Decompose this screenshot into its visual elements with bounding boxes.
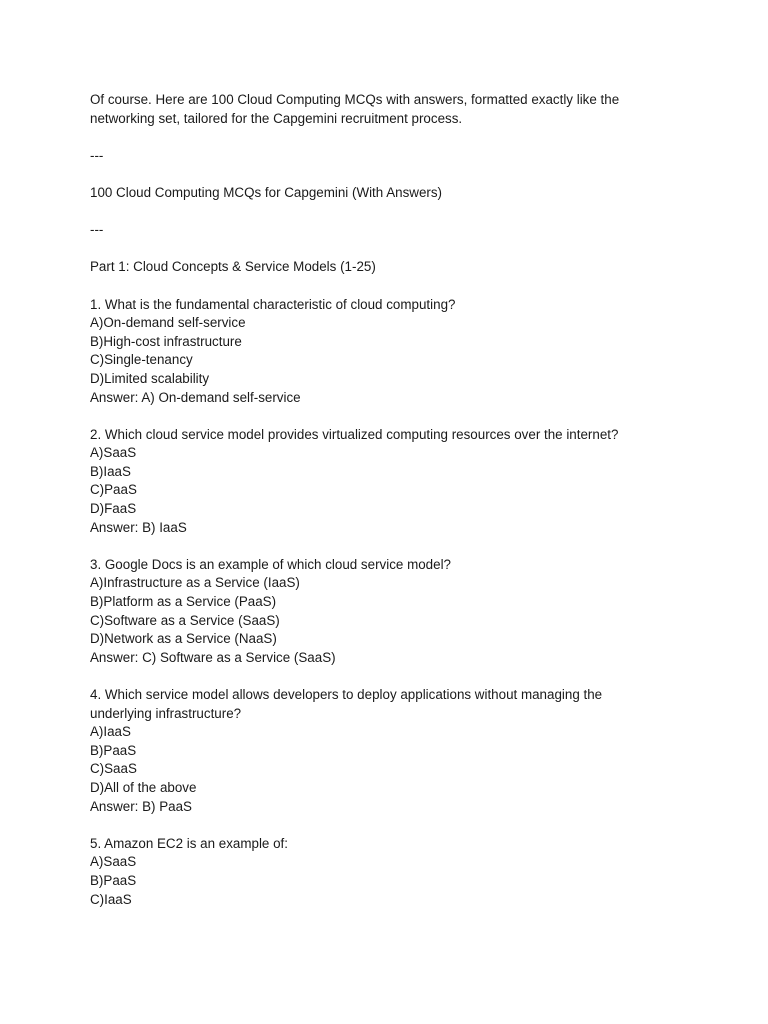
option-b: B)Platform as a Service (PaaS): [90, 594, 277, 610]
option-d: D)FaaS: [90, 501, 137, 517]
document-title: 100 Cloud Computing MCQs for Capgemini (With Answers): [90, 184, 443, 200]
option-b: B)High-cost infrastructure: [90, 333, 242, 349]
question-text: 5. Amazon EC2 is an example of:: [90, 835, 288, 851]
option-c: C)IaaS: [90, 891, 132, 907]
option-d: D)Network as a Service (NaaS): [90, 631, 277, 647]
option-c: C)PaaS: [90, 482, 137, 498]
document-page: [90, 91, 650, 909]
option-c: C)Single-tenancy: [90, 352, 193, 368]
option-a: A)On-demand self-service: [90, 315, 246, 331]
option-a: A)IaaS: [90, 724, 131, 740]
option-d: D)Limited scalability: [90, 370, 210, 386]
option-d: D)All of the above: [90, 779, 197, 795]
intro-paragraph: Of course. Here are 100 Cloud Computing MCQs with answers, formatted exactly like the networking set, tailored for the Capgemini recruitment process.: [90, 92, 623, 126]
option-b: B)IaaS: [90, 463, 131, 479]
option-a: A)SaaS: [90, 445, 137, 461]
question-block: [90, 426, 650, 538]
separator: ---: [90, 147, 104, 163]
option-c: C)Software as a Service (SaaS): [90, 612, 280, 628]
question-block: [90, 556, 650, 668]
question-text: 1. What is the fundamental characteristic of cloud computing?: [90, 296, 456, 312]
part-heading: Part 1: Cloud Concepts & Service Models (1-25): [90, 259, 376, 275]
question-text: 2. Which cloud service model provides virtualized computing resources over the internet?: [90, 426, 619, 442]
question-text: 3. Google Docs is an example of which cloud service model?: [90, 556, 451, 572]
option-a: A)Infrastructure as a Service (IaaS): [90, 575, 300, 591]
answer-text: Answer: C) Software as a Service (SaaS): [90, 649, 336, 665]
separator: ---: [90, 222, 104, 238]
option-b: B)PaaS: [90, 872, 137, 888]
question-block: [90, 296, 650, 408]
answer-text: Answer: B) PaaS: [90, 798, 192, 814]
option-b: B)PaaS: [90, 742, 137, 758]
question-text: 4. Which service model allows developers to deploy applications without managing the underlying infrastructure?: [90, 687, 606, 721]
answer-text: Answer: A) On-demand self-service: [90, 389, 301, 405]
question-block: [90, 686, 650, 816]
answer-text: Answer: B) IaaS: [90, 519, 187, 535]
option-a: A)SaaS: [90, 854, 137, 870]
question-block: [90, 835, 650, 909]
option-c: C)SaaS: [90, 761, 137, 777]
